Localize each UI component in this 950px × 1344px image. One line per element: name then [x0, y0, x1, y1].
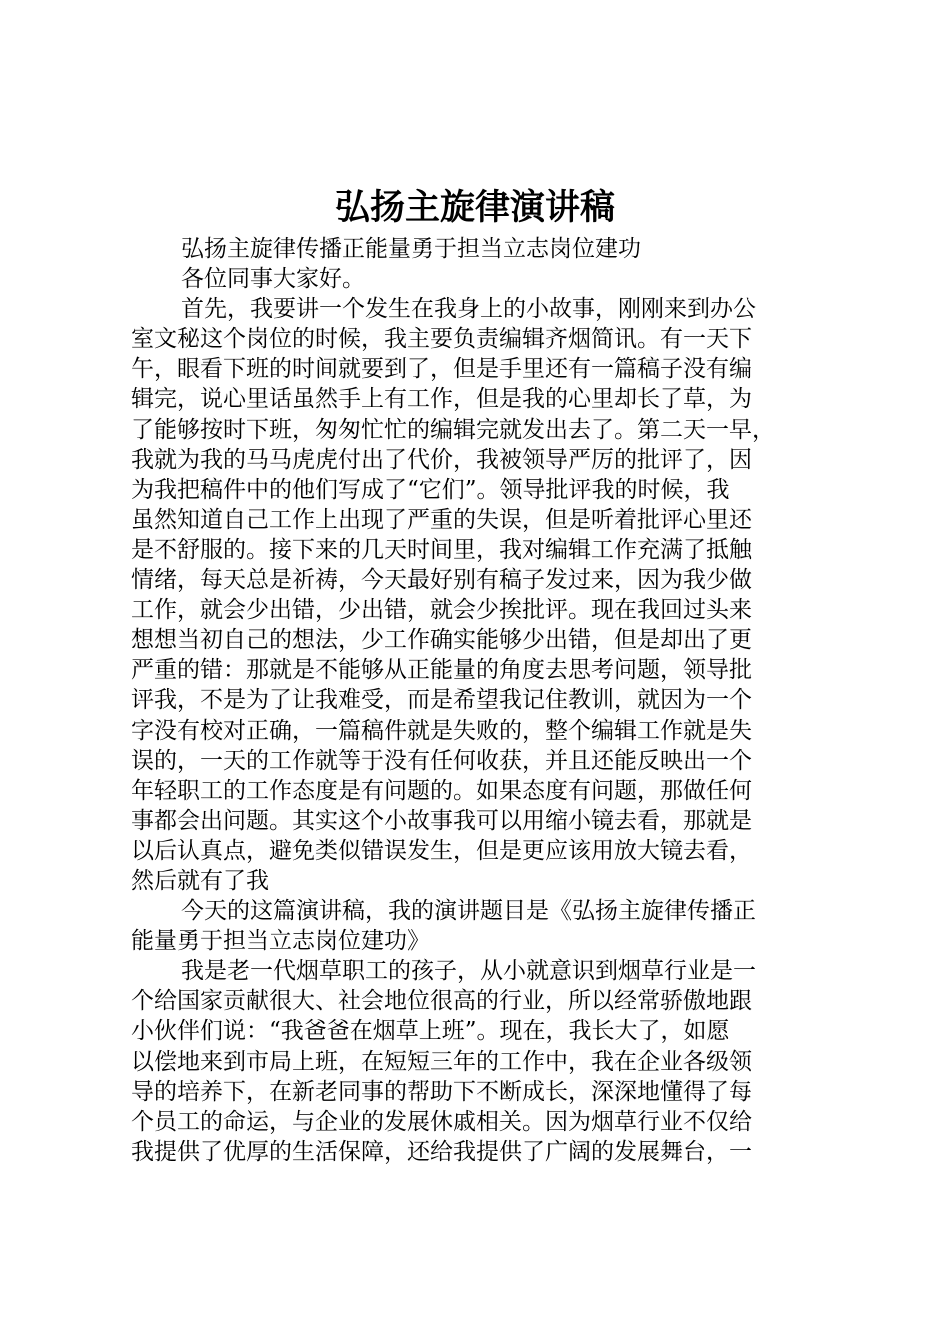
- text-line: 我就为我的马马虎虎付出了代价，我被领导严厉的批评了，因: [131, 446, 752, 473]
- text-line: 以偿地来到市局上班，在短短三年的工作中，我在企业各级领: [131, 1048, 752, 1075]
- topic-paragraph: [131, 896, 826, 956]
- text-line: 以后认真点，避免类似错误发生，但是更应该用放大镜去看，: [131, 837, 752, 864]
- text-line: 个给国家贡献很大、社会地位很高的行业，所以经常骄傲地跟: [131, 988, 752, 1015]
- text-line: 是不舒服的。接下来的几天时间里，我对编辑工作充满了抵触: [131, 536, 752, 563]
- text-line: 情绪，每天总是祈祷，今天最好别有稿子发过来，因为我少做: [131, 567, 752, 594]
- text-line: 我提供了优厚的生活保障，还给我提供了广阔的发展舞台，一: [131, 1138, 752, 1165]
- text-line: 导的培养下，在新老同事的帮助下不断成长，深深地懂得了每: [131, 1078, 752, 1105]
- text-line: 室文秘这个岗位的时候，我主要负责编辑齐烟简讯。有一天下: [131, 326, 752, 353]
- text-line: 辑完，说心里话虽然手上有工作，但是我的心里却长了草，为: [131, 386, 752, 413]
- text-line: 严重的错：那就是不能够从正能量的角度去思考问题，领导批: [131, 657, 752, 684]
- text-line: 了能够按时下班，匆匆忙忙的编辑完就发出去了。第二天一早，: [131, 416, 775, 443]
- text-line: 各位同事大家好。: [181, 266, 365, 293]
- subtitle-paragraph: [131, 234, 826, 264]
- text-line: 虽然知道自己工作上出现了严重的失误，但是听着批评心里还: [131, 506, 752, 533]
- document-body: [131, 234, 826, 1167]
- text-line: 我是老一代烟草职工的孩子，从小就意识到烟草行业是一: [181, 958, 756, 985]
- text-line: 能量勇于担当立志岗位建功》: [131, 928, 430, 955]
- text-line: 然后就有了我: [131, 867, 269, 894]
- text-line: 字没有校对正确，一篇稿件就是失败的，整个编辑工作就是失: [131, 717, 752, 744]
- text-line: 年轻职工的工作态度是有问题的。如果态度有问题，那做任何: [131, 777, 752, 804]
- text-line: 想想当初自己的想法，少工作确实能够少出错，但是却出了更: [131, 627, 752, 654]
- background-paragraph: [131, 956, 826, 1167]
- text-line: 评我，不是为了让我难受，而是希望我记住教训，就因为一个: [131, 687, 752, 714]
- greeting-paragraph: [131, 264, 826, 294]
- story-paragraph: [131, 294, 826, 896]
- text-line: 事都会出问题。其实这个小故事我可以用缩小镜去看，那就是: [131, 807, 752, 834]
- text-line: 午，眼看下班的时间就要到了，但是手里还有一篇稿子没有编: [131, 356, 752, 383]
- text-line: 个员工的命运，与企业的发展休戚相关。因为烟草行业不仅给: [131, 1108, 752, 1135]
- text-line: 为我把稿件中的他们写成了“它们”。领导批评我的时候，我: [131, 476, 730, 503]
- text-line: 今天的这篇演讲稿，我的演讲题目是《弘扬主旋律传播正: [181, 898, 756, 925]
- text-line: 小伙伴们说：“我爸爸在烟草上班”。现在，我长大了，如愿: [131, 1018, 730, 1045]
- document-title: 弘扬主旋律演讲稿: [334, 187, 615, 228]
- text-line: 首先，我要讲一个发生在我身上的小故事，刚刚来到办公: [181, 296, 756, 323]
- text-line: 工作，就会少出错，少出错，就会少挨批评。现在我回过头来: [131, 597, 752, 624]
- text-line: 弘扬主旋律传播正能量勇于担当立志岗位建功: [181, 236, 641, 262]
- text-line: 误的，一天的工作就等于没有任何收获，并且还能反映出一个: [131, 747, 752, 774]
